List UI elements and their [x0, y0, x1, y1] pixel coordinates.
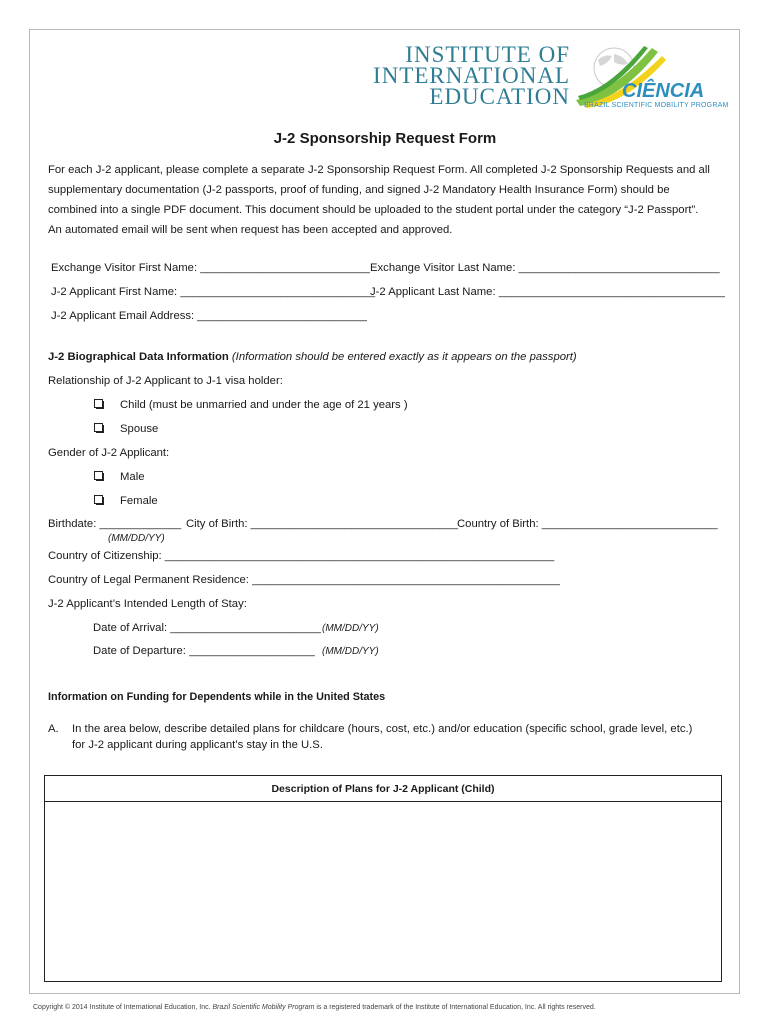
ciencia-subtitle: BRAZIL SCIENTIFIC MOBILITY PROGRAM: [584, 102, 729, 109]
j2-last-name-field[interactable]: J-2 Applicant Last Name: ____________________________________: [370, 286, 725, 298]
gender-female-label: Female: [120, 495, 158, 507]
j2-email-field[interactable]: J-2 Applicant Email Address: ___________________________: [51, 310, 367, 322]
arrival-format-hint: (MM/DD/YY): [322, 623, 379, 634]
permanent-residence-field[interactable]: Country of Legal Permanent Residence: _________________________________________________: [48, 574, 560, 586]
funding-item-marker: A.: [48, 723, 59, 735]
iie-logo-line-1: INSTITUTE OF: [405, 42, 570, 67]
child-plans-textbox[interactable]: [44, 775, 722, 982]
gender-male-checkbox[interactable]: [94, 471, 103, 480]
funding-item-line-1: In the area below, describe detailed plans for childcare (hours, cost, etc.) and/or education (specific school, grade level, etc.): [72, 723, 693, 735]
footer-copyright: Copyright © 2014 Institute of International Education, Inc.: [33, 1004, 213, 1011]
relationship-child-checkbox[interactable]: [94, 399, 103, 408]
iie-logo-line-2: INTERNATIONAL: [373, 63, 570, 88]
gender-female-checkbox[interactable]: [94, 495, 103, 504]
relationship-spouse-checkbox[interactable]: [94, 423, 103, 432]
bio-heading-title: J-2 Biographical Data Information: [48, 351, 229, 363]
country-of-birth-field[interactable]: Country of Birth: ____________________________: [457, 518, 718, 530]
intro-line: combined into a single PDF document. This document should be uploaded to the student portal under the category “J-2 Passport”.: [48, 204, 699, 216]
exchange-visitor-last-name-field[interactable]: Exchange Visitor Last Name: ________________________________: [370, 262, 720, 274]
ciencia-wordmark: CIÊNCIA: [622, 80, 705, 102]
intro-line: For each J-2 applicant, please complete a separate J-2 Sponsorship Request Form. All completed J-2 Sponsorship Requests and all: [48, 164, 710, 176]
j2-first-name-field[interactable]: J-2 Applicant First Name: _______________________________: [51, 286, 376, 298]
bio-heading-note: (Information should be entered exactly as it appears on the passport): [231, 351, 577, 363]
date-of-departure-field[interactable]: Date of Departure: ____________________: [93, 645, 315, 657]
birthdate-format-hint: (MM/DD/YY): [108, 533, 165, 544]
footer-trademark: is a registered trademark of the Institute of International Education, Inc. All rights reserved.: [314, 1004, 596, 1011]
funding-item-line-2: for J-2 applicant during applicant’s stay in the U.S.: [72, 739, 323, 751]
intro-line: An automated email will be sent when request has been accepted and approved.: [48, 224, 453, 236]
form-title: J-2 Sponsorship Request Form: [273, 130, 497, 147]
relationship-spouse-label: Spouse: [120, 423, 159, 435]
footer-program-name: Brazil Scientific Mobility Program: [212, 1004, 315, 1011]
child-plans-title: Description of Plans for J-2 Applicant (Child): [45, 776, 721, 802]
iie-logo: [355, 42, 570, 109]
birthdate-field[interactable]: Birthdate: _____________: [48, 518, 182, 530]
date-of-arrival-field[interactable]: Date of Arrival: ________________________: [93, 622, 322, 634]
ciencia-logo: [574, 40, 734, 112]
intro-line: supplementary documentation (J-2 passports, proof of funding, and signed J-2 Mandatory Health Insurance Form) should be: [48, 184, 670, 196]
gender-label: Gender of J-2 Applicant:: [48, 447, 170, 459]
intro-paragraph: [48, 160, 710, 240]
gender-male-label: Male: [120, 471, 145, 483]
citizenship-field[interactable]: Country of Citizenship: ______________________________________________________________: [48, 550, 555, 562]
departure-format-hint: (MM/DD/YY): [322, 646, 379, 657]
iie-logo-line-3: EDUCATION: [429, 84, 570, 109]
relationship-child-label: Child (must be unmarried and under the age of 21 years ): [120, 399, 408, 411]
city-of-birth-field[interactable]: City of Birth: _________________________________: [186, 518, 458, 530]
exchange-visitor-first-name-field[interactable]: Exchange Visitor First Name: ___________________________: [51, 262, 370, 274]
length-of-stay-label: J-2 Applicant’s Intended Length of Stay:: [48, 598, 247, 610]
copyright-footer: [33, 1004, 596, 1011]
bio-heading: [48, 351, 577, 363]
funding-heading: Information on Funding for Dependents while in the United States: [48, 691, 386, 703]
relationship-label: Relationship of J-2 Applicant to J-1 visa holder:: [48, 375, 283, 387]
